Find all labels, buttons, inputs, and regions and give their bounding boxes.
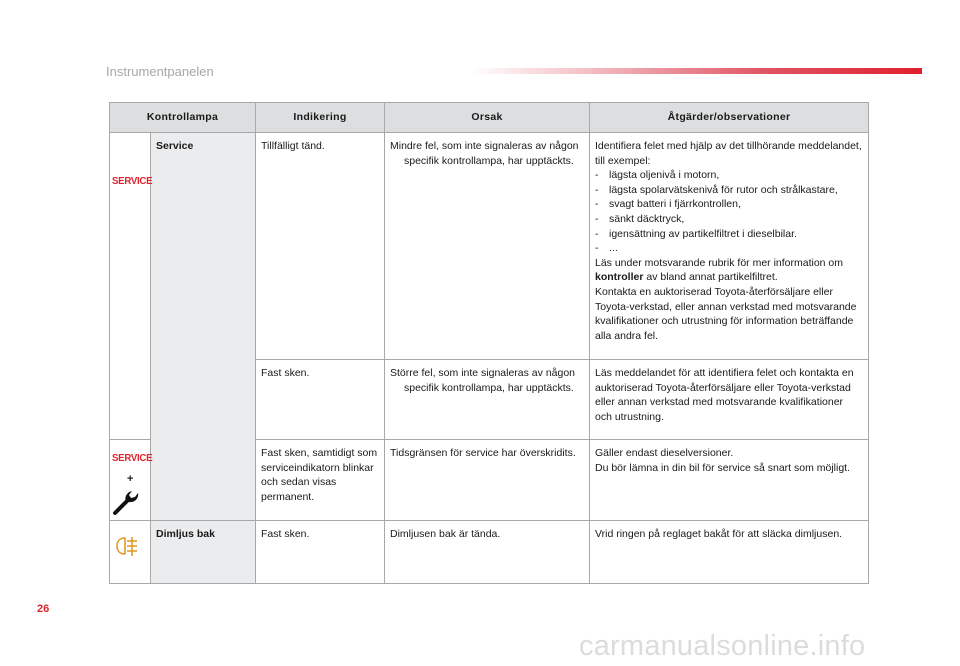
list-item: - lägsta spolarvätskenivå för rutor och strålkastare, — [595, 183, 838, 196]
list-item: - lägsta oljenivå i motorn, — [595, 169, 720, 182]
col-header-kontrollampa: Kontrollampa — [110, 103, 256, 133]
service-warning-icon: SERVICE — [112, 175, 153, 187]
table-header-row — [110, 103, 869, 133]
service-icon-cell — [110, 133, 151, 440]
watermark-text: carmanualsonline.info — [579, 630, 866, 662]
action-contact: Kontakta en auktoriserad Toyota-återförsäljare eller Toyota-verkstad, eller annan verkstad med motsvarande kvalifikationer och utrustning för information beträffande alla andra fel. — [595, 285, 857, 342]
indication-cell: Tillfälligt tänd. — [256, 133, 385, 360]
action-cell: Vrid ringen på reglaget bakåt för att släcka dimljusen. — [590, 521, 869, 584]
cause-cell — [385, 360, 590, 440]
wrench-icon — [112, 488, 142, 521]
cause-cell — [385, 133, 590, 360]
table-row — [110, 521, 869, 584]
service-warning-icon: SERVICE — [112, 452, 153, 464]
action-cell — [590, 440, 869, 521]
fog-icon-cell — [110, 521, 151, 584]
cause-cell: Dimljusen bak är tända. — [385, 521, 590, 584]
lamp-name-fog: Dimljus bak — [151, 521, 256, 584]
col-header-atgarder: Åtgärder/observationer — [590, 103, 869, 133]
action-cell — [590, 133, 869, 360]
col-header-orsak: Orsak — [385, 103, 590, 133]
rear-fog-light-icon — [116, 535, 138, 562]
list-item: - svagt batteri i fjärrkontrollen, — [595, 198, 741, 211]
service-wrench-icon-cell — [110, 440, 151, 521]
action-line: Gäller endast dieselversioner. — [595, 447, 734, 459]
cause-cell: Tidsgränsen för service har överskridits. — [385, 440, 590, 521]
col-header-indikering: Indikering — [256, 103, 385, 133]
page-number: 26 — [37, 603, 50, 615]
indication-cell: Fast sken. — [256, 360, 385, 440]
plus-sign: + — [127, 473, 134, 485]
cause-text: Större fel, som inte signaleras av någon specifik kontrollampa, har upptäckts. — [390, 367, 576, 394]
action-intro: Identifiera felet med hjälp av det tillhörande meddelandet, till exempel: — [595, 140, 862, 167]
action-reference: Läs under motsvarande rubrik för mer information om kontroller av bland annat partikelfiltret. — [595, 256, 844, 284]
lamp-name-service: Service — [151, 133, 256, 521]
action-line: Du bör lämna in din bil för service så snart som möjligt. — [595, 461, 851, 474]
warning-lights-table — [109, 102, 869, 584]
indication-cell: Fast sken, samtidigt som serviceindikatorn blinkar och sedan visas permanent. — [256, 440, 385, 521]
list-item: - igensättning av partikelfiltret i dieselbilar. — [595, 227, 797, 240]
table-row — [110, 133, 869, 360]
list-item: - sänkt däcktryck, — [595, 212, 685, 225]
list-item: - ... — [595, 242, 618, 255]
cause-text: Mindre fel, som inte signaleras av någon specifik kontrollampa, har upptäckts. — [390, 140, 579, 167]
action-cell: Läs meddelandet för att identifiera felet och kontakta en auktoriserad Toyota-återförsäljare eller Toyota-verkstad eller annan verkstad med motsvarande kvalifikationer och utrustning. — [590, 360, 869, 440]
indication-cell: Fast sken. — [256, 521, 385, 584]
section-title: Instrumentpanelen — [106, 64, 214, 79]
header-accent-bar — [470, 68, 922, 74]
